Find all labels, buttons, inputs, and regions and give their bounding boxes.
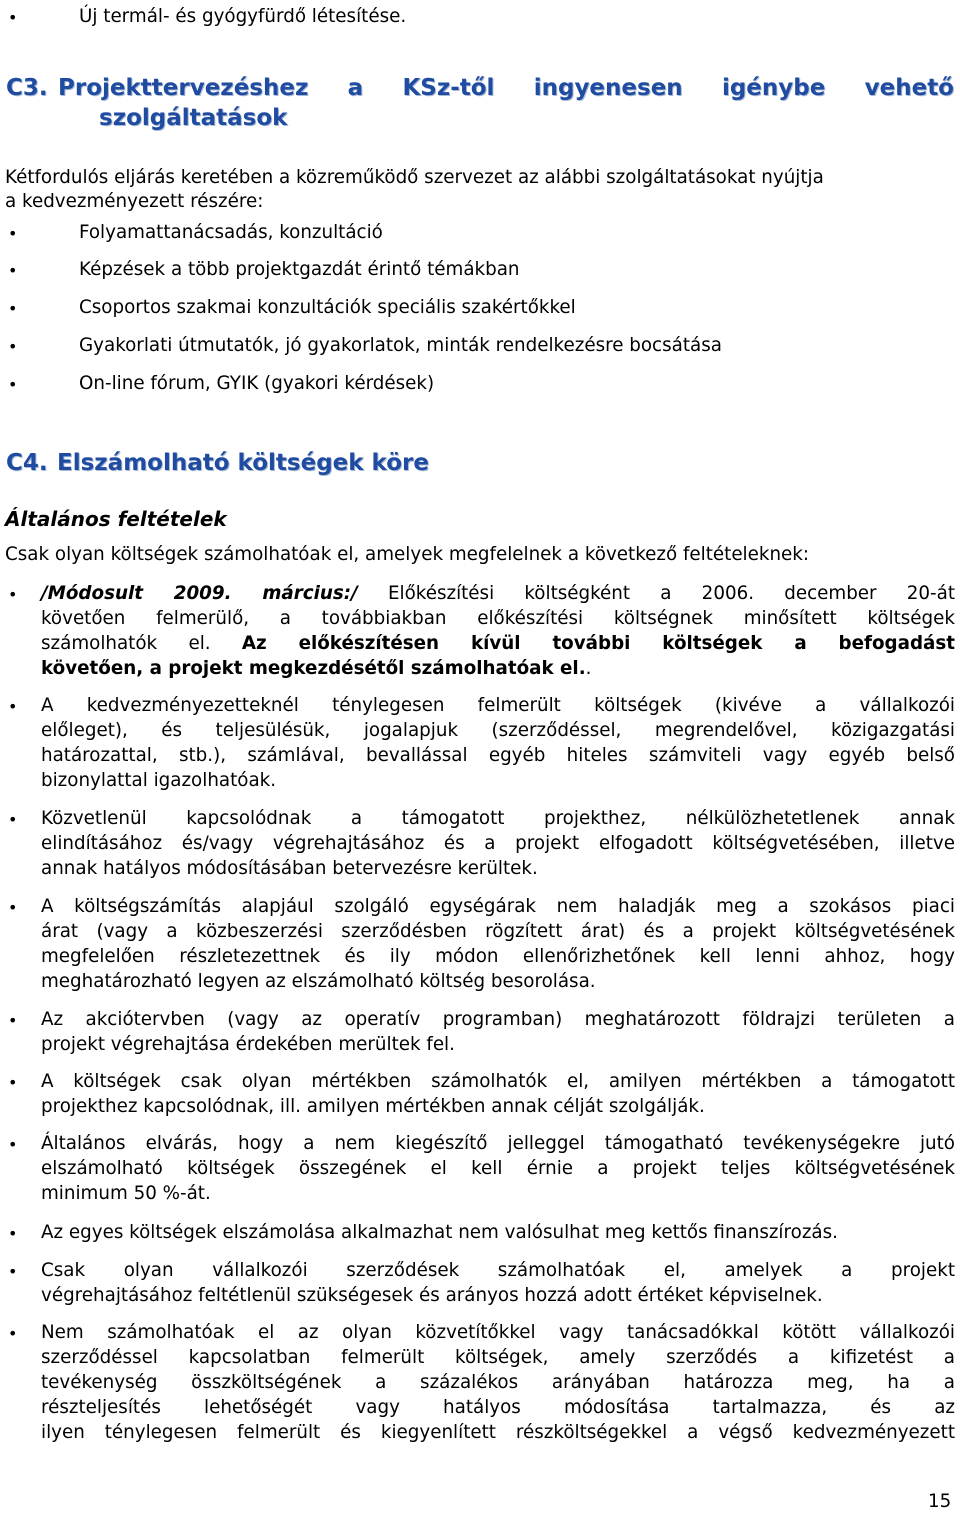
condition-item-line: szerződéssel kapcsolatban felmerült költségek, amely szerződés a kifizetést a (41, 1347, 955, 1368)
bullet-icon (8, 585, 18, 595)
item1-line4-tail: . (585, 658, 592, 679)
condition-item-line: minimum 50 %-át. (41, 1183, 211, 1204)
item1-line4 (41, 657, 591, 681)
bullet-icon (8, 697, 18, 707)
condition-item-line: Az akciótervben (vagy az operatív programban) meghatározott földrajzi területen a (41, 1009, 955, 1030)
page-number: 15 (928, 1491, 952, 1512)
c3-title-line2: szolgáltatások (99, 105, 288, 131)
c3-label: C3. (6, 75, 48, 101)
condition-item-line: tevékenység összköltségének a százalékos arányában határozza meg, ha a (41, 1372, 955, 1393)
condition-item-line: Közvetlenül kapcsolódnak a támogatott projekthez, nélkülözhetetlenek annak (41, 808, 955, 829)
condition-item-line: megfelelően részletezettnek és ily módon ellenőrizhetőnek kell lenni ahhoz, hogy (41, 946, 955, 967)
service-item: On-line fórum, GYIK (gyakori kérdések) (79, 373, 435, 394)
condition-item-line: A költségszámítás alapjául szolgáló egységárak nem haladják meg a szokásos piaci (41, 896, 955, 917)
bullet-icon (8, 299, 18, 309)
service-item: Csoportos szakmai konzultációk speciális szakértőkkel (79, 297, 576, 318)
bullet-icon (8, 1224, 18, 1234)
item1-line2: követően felmerülő, a továbbiakban előkészítési költségnek minősített költségek (41, 608, 955, 629)
c3-title-word: KSz-től (402, 75, 495, 101)
condition-item-line: Csak olyan vállalkozói szerződések számolhatóak el, amelyek a projekt (41, 1260, 955, 1281)
item1-line1-text: Előkészítési költségként a 2006. december 20-át (357, 583, 956, 604)
c3-intro-line1: Kétfordulós eljárás keretében a közreműködő szervezet az alábbi szolgáltatásokat nyújtja (5, 167, 824, 188)
bullet-icon (8, 8, 18, 18)
top-bullet-text: Új termál- és gyógyfürdő létesítése. (79, 6, 407, 27)
condition-item-line: előleget), és teljesülésük, jogalapjuk (szerződéssel, megrendelővel, közigazgatási (41, 720, 955, 741)
condition-item-line: meghatározható legyen az elszámolható költség besorolása. (41, 971, 596, 992)
bullet-icon (8, 1262, 18, 1272)
bullet-icon (8, 1011, 18, 1021)
bullet-icon (8, 224, 18, 234)
condition-item-line: annak hatályos módosításában betervezésre kerültek. (41, 858, 538, 879)
condition-item-line: projekthez kapcsolódnak, ill. amilyen mértékben annak célját szolgálják. (41, 1096, 705, 1117)
condition-item-line: bizonylattal igazolhatóak. (41, 770, 277, 791)
condition-item-line: A költségek csak olyan mértékben számolhatók el, amilyen mértékben a támogatott (41, 1071, 955, 1092)
condition-item-line: ilyen ténylegesen felmerült és kiegyenlített részköltségekkel a végső kedvezményezett (41, 1422, 955, 1443)
c3-title-word: vehető (864, 75, 954, 101)
condition-item-line: Általános elvárás, hogy a nem kiegészítő jelleggel támogatható tevékenységekre jutó (41, 1133, 955, 1154)
condition-item-line: végrehajtásához feltétlenül szükségesek és arányos hozzá adott értéket képviselnek. (41, 1285, 823, 1306)
item1-line3-text: számolhatók el. (41, 633, 242, 654)
service-item: Képzések a több projektgazdát érintő témákban (79, 259, 520, 280)
c3-title-word: igénybe (721, 75, 826, 101)
item1-modified-note: /Módosult 2009. március:/ (41, 583, 358, 604)
bullet-icon (8, 810, 18, 820)
condition-item-line: elindításához és/vagy végrehajtásához és a projekt elfogadott költségvetésében, illetve (41, 833, 955, 854)
item1-line3-bold: Az előkészítésen kívül további költségek a befogadást (241, 633, 955, 654)
condition-item-line: Az egyes költségek elszámolása alkalmazhat nem valósulhat meg kettős finanszírozás. (41, 1222, 838, 1243)
condition-item-line: projekt végrehajtása érdekében merültek fel. (41, 1034, 455, 1055)
bullet-icon (8, 898, 18, 908)
c3-title-word: Projekttervezéshez (58, 75, 309, 101)
item1-line4-bold: követően, a projekt megkezdésétől számolhatóak el. (41, 658, 586, 679)
condition-item-line: részteljesítés lehetőségét vagy hatályos módosítása tartalmazza, és az (41, 1397, 955, 1418)
bullet-icon (8, 1135, 18, 1145)
c3-title-word: a (347, 75, 364, 101)
bullet-icon (8, 337, 18, 347)
condition-item-line: határozattal, stb.), számlával, bevallással egyéb hiteles számviteli vagy egyéb belső (41, 745, 955, 766)
condition-item-line: árat (vagy a közbeszerzési szerződésben rögzített árat) és a projekt költségvetésének (41, 921, 955, 942)
c4-intro: Csak olyan költségek számolhatóak el, amelyek megfelelnek a következő feltételeknek: (5, 544, 810, 565)
condition-item-line: Nem számolhatóak el az olyan közvetítőkkel vagy tanácsadókkal kötött vállalkozói (41, 1322, 955, 1343)
bullet-icon (8, 1324, 18, 1334)
service-item: Gyakorlati útmutatók, jó gyakorlatok, minták rendelkezésre bocsátása (79, 335, 722, 356)
c3-title-word: ingyenesen (533, 75, 683, 101)
c4-label: C4. (6, 450, 48, 476)
service-item: Folyamattanácsadás, konzultáció (79, 222, 383, 243)
general-conditions-heading: Általános feltételek (5, 507, 227, 531)
condition-item-line: A kedvezményezetteknél ténylegesen felmerült költségek (kivéve a vállalkozói (41, 695, 955, 716)
c3-intro-line2: a kedvezményezett részére: (5, 191, 264, 212)
c4-title: Elszámolható költségek köre (57, 450, 429, 476)
bullet-icon (8, 375, 18, 385)
c3-title-line1 (58, 73, 954, 103)
bullet-icon (8, 261, 18, 271)
item1-line3 (41, 632, 955, 656)
item1-line1 (41, 582, 955, 606)
condition-item-line: elszámolható költségek összegének el kell érnie a projekt teljes költségvetésének (41, 1158, 955, 1179)
bullet-icon (8, 1073, 18, 1083)
